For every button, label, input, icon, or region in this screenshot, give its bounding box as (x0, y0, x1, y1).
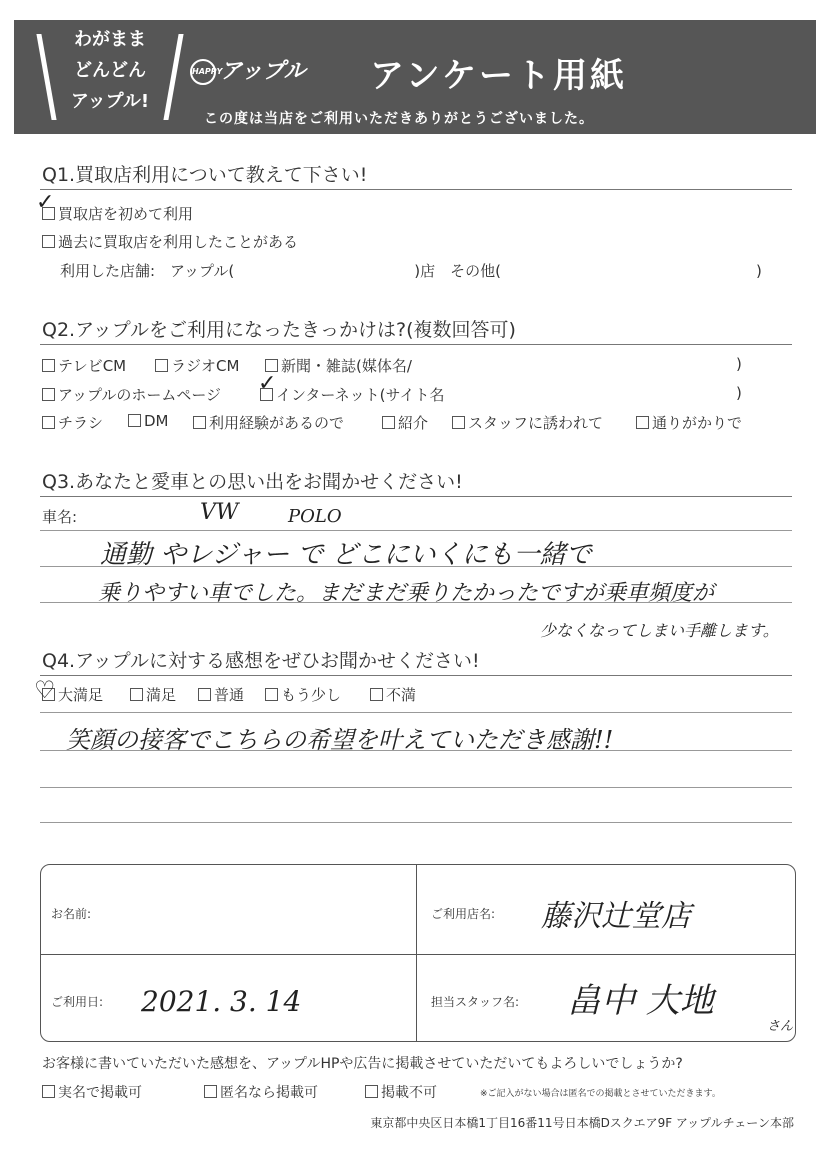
store-value: 藤沢辻堂店 (541, 899, 691, 934)
option-label: 不満 (386, 686, 417, 704)
q1-rule (40, 189, 792, 190)
q3-answer-line: 少なくなってしまい手離します。 (540, 621, 779, 640)
slogan-line: アップル! (70, 91, 150, 112)
option-label: 買取店を初めて利用 (58, 205, 194, 223)
checkbox-icon[interactable] (42, 416, 55, 429)
checkbox-icon[interactable] (155, 359, 168, 372)
q2-option-flyer[interactable] (42, 412, 103, 433)
q1-title: Q1.買取店利用について教えて下さい! (42, 164, 368, 186)
staff-label: 担当スタッフ名: (431, 995, 520, 1009)
q1-store-row: 利用した店舗: アップル( )店 その他( ) (60, 262, 762, 280)
slogan-line: わがまま (74, 29, 146, 50)
q2-option-internet[interactable] (260, 384, 444, 405)
car-model-handwritten: POLO (288, 506, 342, 527)
option-label: 掲載不可 (381, 1085, 437, 1101)
slogan (40, 24, 180, 117)
option-label: インターネット(サイト名 (276, 386, 445, 404)
customer-info-box (40, 864, 796, 1042)
checkbox-icon[interactable] (193, 416, 206, 429)
q3-rule (40, 496, 792, 497)
writing-line (40, 530, 792, 531)
writing-line (40, 822, 792, 823)
heart-mark-icon: ♡ (34, 676, 56, 704)
page-subtitle: この度は当店をご利用いただきありがとうございました。 (204, 111, 594, 127)
option-label: 利用経験があるので (209, 414, 345, 432)
option-label: 新聞・雑誌(媒体名/ (281, 357, 412, 375)
q2-option-dm[interactable] (128, 412, 169, 430)
checkbox-icon[interactable] (370, 688, 383, 701)
option-label: 紹介 (398, 414, 429, 432)
option-label: DM (144, 412, 169, 430)
paren-close: ) (736, 384, 742, 402)
checkbox-icon[interactable] (128, 414, 141, 427)
checkbox-icon[interactable] (42, 359, 55, 372)
option-label: 実名で掲載可 (58, 1085, 142, 1101)
option-label: 匿名なら掲載可 (220, 1085, 318, 1101)
consent-option-anonymous[interactable] (204, 1082, 318, 1102)
date-label: ご利用日: (51, 995, 104, 1009)
checkbox-icon[interactable] (365, 1085, 378, 1098)
q2-option-radio[interactable] (155, 355, 239, 376)
checkbox-icon[interactable] (204, 1085, 217, 1098)
q4-answer: 笑顔の接客でこちらの希望を叶えていただき感謝!! (66, 726, 614, 754)
staff-value: 畠中 大地 (567, 981, 714, 1021)
consent-note: ※ご記入がない場合は匿名での掲載とさせていただきます。 (480, 1089, 721, 1099)
writing-line (40, 787, 792, 788)
option-label: テレビCM (58, 357, 127, 375)
q2-option-staff[interactable] (452, 412, 603, 433)
q3-answer-line: 通勤 やレジャー で どこにいくにも一緒で (100, 540, 592, 570)
footer-address: 東京都中央区日本橋1丁目16番11号日本橋Dスクエア9F アップルチェーン本部 (370, 1116, 794, 1130)
q4-option-normal[interactable] (198, 684, 244, 705)
info-divider-horizontal (41, 954, 795, 955)
q1-option-past[interactable] (42, 231, 298, 252)
option-label: 満足 (146, 686, 177, 704)
car-name-label: 車名: (42, 508, 78, 526)
consent-question: お客様に書いていただいた感想を、アップルHPや広告に掲載させていただいてもよろしいでしょうか? (42, 1056, 683, 1072)
checkbox-icon[interactable] (130, 688, 143, 701)
q2-option-passing[interactable] (636, 412, 742, 433)
checkbox-icon[interactable] (42, 235, 55, 248)
name-label: お名前: (51, 907, 92, 921)
q2-option-tv[interactable] (42, 355, 126, 376)
page-title: アンケート用紙 (370, 56, 627, 96)
option-label: チラシ (58, 414, 104, 432)
date-value: 2021. 3. 14 (141, 985, 302, 1018)
q4-title: Q4.アップルに対する感想をぜひお聞かせください! (42, 650, 480, 672)
info-divider-vertical (416, 865, 417, 1041)
apple-logo-icon: HAPPY (190, 59, 216, 85)
checkbox-icon[interactable] (452, 416, 465, 429)
consent-option-real-name[interactable] (42, 1082, 142, 1102)
q3-answer-line: 乗りやすい車でした。まだまだ乗りたかったですが乗車頻度が (98, 581, 715, 606)
survey-header (14, 20, 816, 134)
q4-rule (40, 675, 792, 676)
q2-option-newspaper[interactable] (265, 355, 412, 376)
checkbox-icon[interactable] (636, 416, 649, 429)
q2-rule (40, 344, 792, 345)
q2-title: Q2.アップルをご利用になったきっかけは?(複数回答可) (42, 319, 516, 341)
option-label: ラジオCM (171, 357, 240, 375)
writing-line (40, 712, 792, 713)
check-mark-icon: ✓ (258, 371, 277, 396)
q4-option-so-so[interactable] (265, 684, 341, 705)
q2-option-referral[interactable] (382, 412, 428, 433)
q1-option-first[interactable] (42, 203, 193, 224)
option-label: 大満足 (58, 686, 104, 704)
slogan-line: どんどん (74, 60, 146, 81)
checkbox-icon[interactable] (265, 688, 278, 701)
consent-option-decline[interactable] (365, 1082, 437, 1102)
checkbox-icon[interactable] (42, 1085, 55, 1098)
paren-close: ) (736, 355, 742, 373)
q4-option-dissatisfied[interactable] (370, 684, 416, 705)
check-mark-icon: ✓ (36, 190, 55, 215)
q4-option-satisfied[interactable] (130, 684, 176, 705)
q2-option-experience[interactable] (193, 412, 344, 433)
logo-text: アップル (220, 59, 306, 84)
apple-logo (190, 54, 306, 85)
q3-title: Q3.あなたと愛車との思い出をお聞かせください! (42, 471, 463, 493)
car-name-handwritten: VW (200, 500, 239, 525)
option-label: 普通 (214, 686, 245, 704)
checkbox-icon[interactable] (198, 688, 211, 701)
option-label: アップルのホームページ (58, 386, 222, 404)
option-label: 過去に買取店を利用したことがある (58, 233, 299, 251)
option-label: スタッフに誘われて (468, 414, 604, 432)
checkbox-icon[interactable] (382, 416, 395, 429)
option-label: 通りがかりで (652, 414, 743, 432)
q2-option-homepage[interactable] (42, 384, 221, 405)
option-label: もう少し (281, 686, 342, 704)
checkbox-icon[interactable] (42, 388, 55, 401)
store-label: ご利用店名: (431, 907, 496, 921)
staff-suffix: さん (767, 1019, 794, 1034)
